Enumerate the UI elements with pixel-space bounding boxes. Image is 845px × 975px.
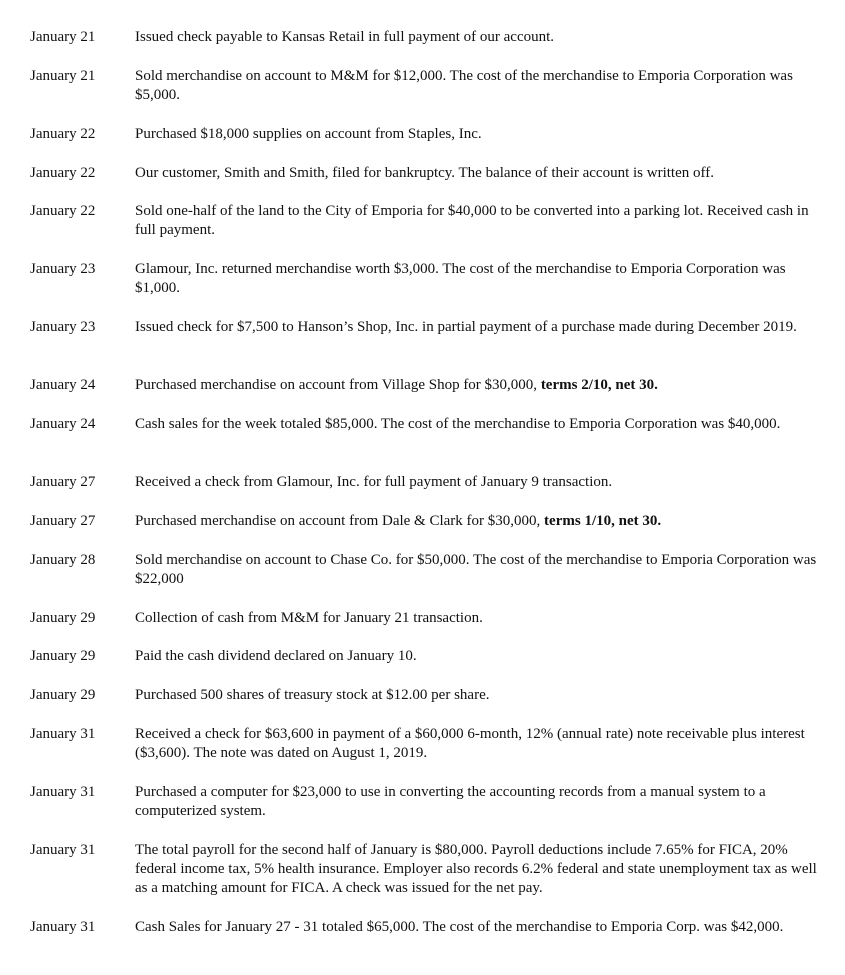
transaction-date: January 24 [30, 416, 96, 432]
transaction-date: January 21 [30, 68, 96, 84]
transaction-description: Sold merchandise on account to M&M for $12,000. The cost of the merchandise to Emporia Corporation was $5,000. [135, 68, 793, 103]
transaction-description: Our customer, Smith and Smith, filed for bankruptcy. The balance of their account is written off. [135, 165, 714, 181]
transaction-date: January 22 [30, 165, 96, 181]
transaction-description: Received a check for $63,600 in payment of a $60,000 6-month, 12% (annual rate) note receivable plus interest ($3,600). The note was dated on August 1, 2019. [135, 726, 805, 761]
transaction-description: Purchased $18,000 supplies on account from Staples, Inc. [135, 126, 482, 142]
transaction-date: January 29 [30, 610, 96, 626]
transaction-description: Paid the cash dividend declared on January 10. [135, 648, 417, 664]
transaction-date: January 23 [30, 261, 96, 277]
transaction-description: Issued check payable to Kansas Retail in full payment of our account. [135, 29, 555, 45]
transaction-description: Glamour, Inc. returned merchandise worth $3,000. The cost of the merchandise to Emporia Corporation was $1,000. [135, 261, 786, 296]
transaction-description: Cash sales for the week totaled $85,000. The cost of the merchandise to Emporia Corporation was $40,000. [135, 416, 781, 432]
transaction-description: Purchased merchandise on account from Village Shop for $30,000, terms 2/10, net 30. [135, 377, 658, 393]
transaction-date: January 27 [30, 513, 96, 529]
transaction-date: January 29 [30, 687, 96, 703]
transaction-description: Issued check for $7,500 to Hanson’s Shop, Inc. in partial payment of a purchase made during December 2019. [135, 319, 797, 335]
transaction-date: January 31 [30, 726, 96, 742]
transaction-date: January 22 [30, 203, 96, 219]
transaction-description: The total payroll for the second half of January is $80,000. Payroll deductions include 7.65% for FICA, 20% federal income tax, 5% health insurance. Employer also records 6.2% federal and state unemployment tax as well as a matching amount for FICA. A check was issued for the net pay. [135, 842, 817, 896]
transaction-description: Purchased a computer for $23,000 to use in converting the accounting records from a manual system to a computerized system. [135, 784, 766, 819]
transaction-date: January 24 [30, 377, 96, 393]
transaction-description: Sold one-half of the land to the City of Emporia for $40,000 to be converted into a parking lot. Received cash in full payment. [135, 203, 809, 238]
transaction-description: Collection of cash from M&M for January 21 transaction. [135, 610, 483, 626]
transaction-date: January 22 [30, 126, 96, 142]
transaction-date: January 29 [30, 648, 96, 664]
transaction-description: Purchased merchandise on account from Dale & Clark for $30,000, terms 1/10, net 30. [135, 513, 662, 529]
transaction-description: Received a check from Glamour, Inc. for full payment of January 9 transaction. [135, 474, 613, 490]
transaction-description: Purchased 500 shares of treasury stock at $12.00 per share. [135, 687, 490, 703]
transaction-date: January 31 [30, 842, 96, 858]
transaction-date: January 27 [30, 474, 96, 490]
transaction-date: January 21 [30, 29, 96, 45]
transaction-description: Sold merchandise on account to Chase Co. for $50,000. The cost of the merchandise to Emporia Corporation was $22,000 [135, 552, 817, 587]
transaction-date: January 23 [30, 319, 96, 335]
transaction-description: Cash Sales for January 27 - 31 totaled $65,000. The cost of the merchandise to Emporia Corp. was $42,000. [135, 919, 784, 935]
transaction-date: January 31 [30, 919, 96, 935]
transaction-date: January 31 [30, 784, 96, 800]
transaction-date: January 28 [30, 552, 96, 568]
